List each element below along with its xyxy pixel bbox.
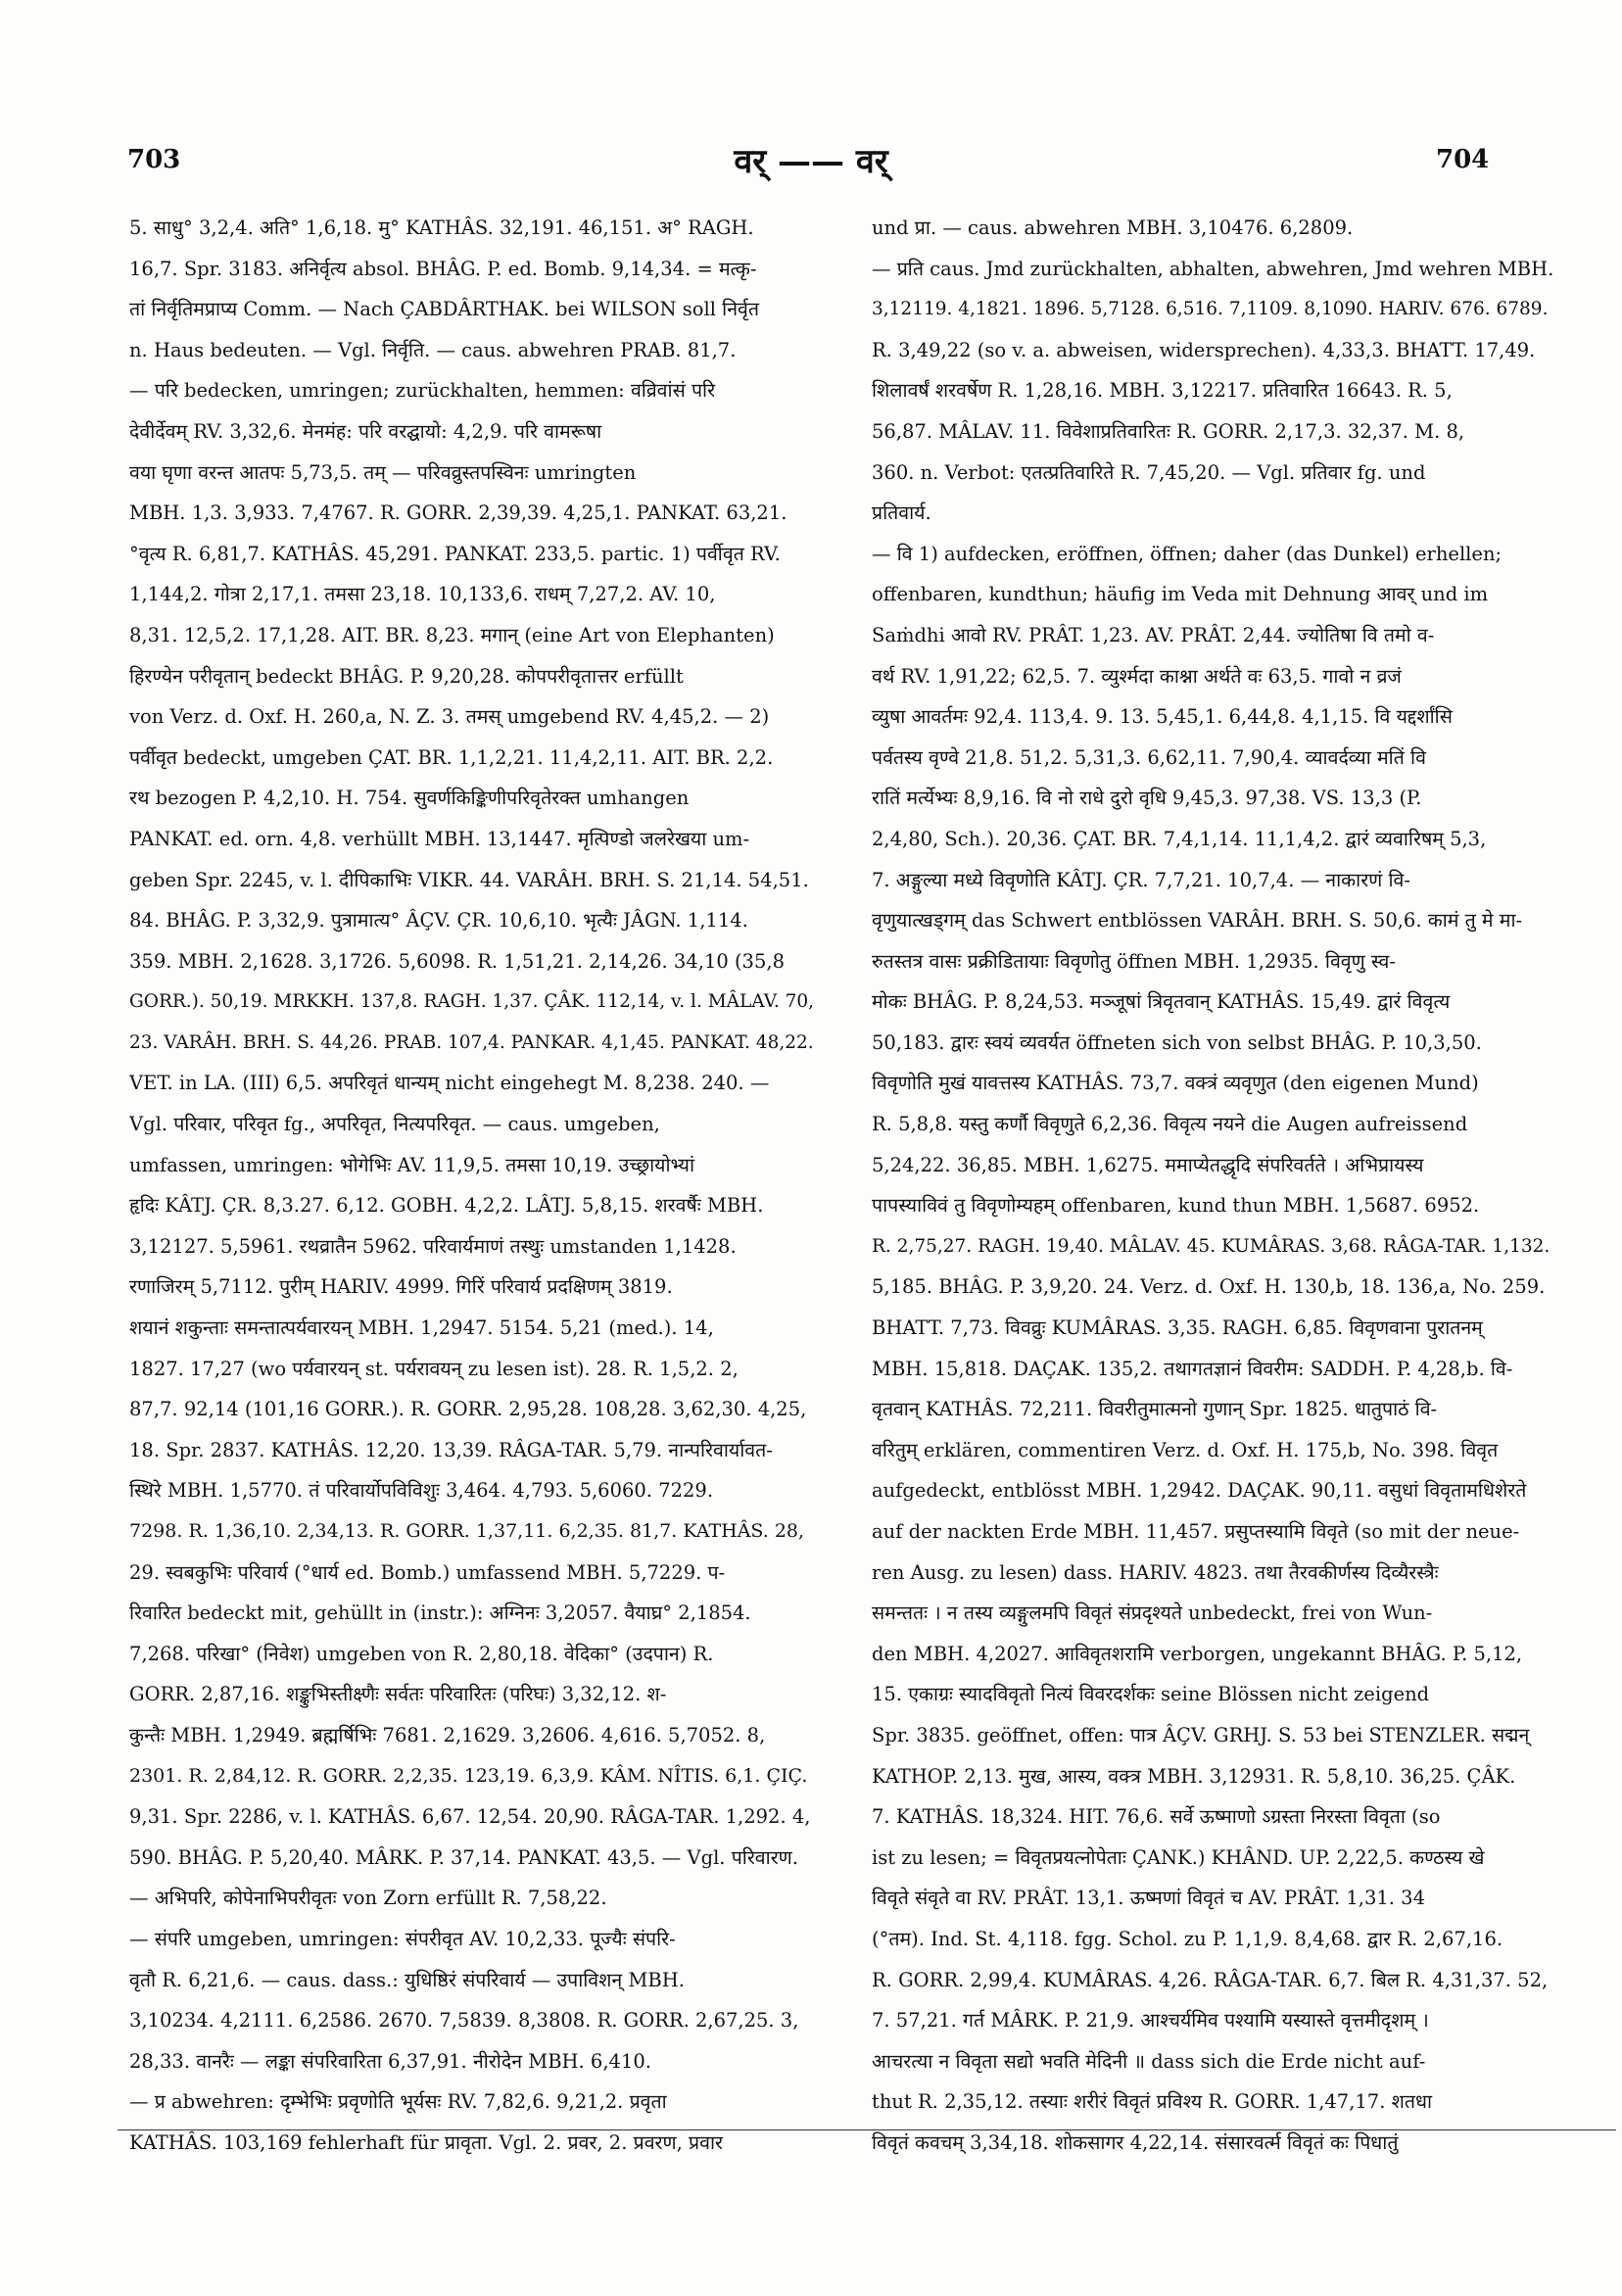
text-line: ren Ausg. zu lesen) dass. HARIV. 4823. तथा तैरवकीर्णस्य दिव्यैरस्त्रैः	[872, 1560, 1439, 1584]
text-line: 359. MBH. 2,1628. 3,1726. 5,6098. R. 1,51,21. 2,14,26. 34,10 (35,8	[129, 949, 785, 973]
text-line: वृतवान् KATHÂS. 72,211. विवरीतुमात्मनो गुणान् Spr. 1825. धातुपाठं वि-	[872, 1398, 1438, 1421]
text-line: देवीर्देवम् RV. 3,32,6. मेनमंह: परि वरद्घायो: 4,2,9. परि वामरूषा	[129, 419, 602, 443]
text-line: स्थिरे MBH. 1,5770. तं परिवार्योपविविशुः 3,464. 4,793. 5,6060. 7229.	[129, 1479, 714, 1503]
text-line: offenbaren, kundthun; häufig im Veda mit Dehnung आवर् und im	[872, 583, 1489, 606]
running-header: वर् —— वर्	[734, 142, 888, 181]
text-line: वरितुम् erklären, commentiren Verz. d. Oxf. H. 175,b, No. 398. विवृत	[872, 1438, 1499, 1461]
text-line: 5,24,22. 36,85. MBH. 1,6275. ममाप्येतद्धृदि संपरिवर्तते । अभिप्रायस्य	[872, 1153, 1424, 1176]
text-line: 50,183. द्वारः स्वयं व्यवर्यत öffneten sich von selbst BHÂG. P. 10,3,50.	[872, 1030, 1482, 1054]
text-line: ist zu lesen; = विवृतप्रयत्नोपेताः ÇANK.) KHÂND. UP. 2,22,5. कण्ठस्य खे	[872, 1845, 1485, 1869]
text-line: 15. एकाग्रः स्यादविवृतो नित्यं विवरदर्शकः seine Blössen nicht zeigend	[872, 1683, 1430, 1706]
text-line: — संपरि umgeben, umringen: संपरीवृत AV. 10,2,33. पूज्यैः संपरि-	[129, 1927, 676, 1950]
left-column	[129, 208, 815, 2164]
text-line: तां निर्वृतिमप्राप्य Comm. — Nach ÇABDÂRTHAK. bei WILSON soll निर्वृत	[129, 298, 759, 321]
text-line: — परि bedecken, umringen; zurückhalten, hemmen: वव्रिवांसं परि	[129, 379, 716, 403]
text-line: रातिं मर्त्येभ्यः 8,9,16. वि नो राधे दुरो वृधि 9,45,3. 97,38. VS. 13,3 (P.	[872, 787, 1422, 810]
text-line: Vgl. परिवार, परिवृत fg., अपरिवृत, नित्यपरिवृत. — caus. umgeben,	[129, 1113, 660, 1136]
text-line: विवृतं कवचम् 3,34,18. शोकसागर 4,22,14. संसारवर्त्म विवृतं कः पिधातुं	[872, 2130, 1399, 2154]
text-line: हृदिः KÂTJ. ÇR. 8,3.27. 6,12. GOBH. 4,2,2. LÂTJ. 5,8,15. शरवर्षैः MBH.	[129, 1194, 764, 1218]
text-line: 3,12119. 4,1821. 1896. 5,7128. 6,516. 7,1109. 8,1090. HARIV. 676. 6789.	[872, 299, 1549, 320]
text-line: auf der nackten Erde MBH. 11,457. प्रसुप्तस्यामि विवृते (so mit der neue-	[872, 1520, 1520, 1543]
text-line: geben Spr. 2245, v. l. दीपिकाभिः VIKR. 44. VARÂH. BRH. S. 21,14. 54,51.	[129, 868, 809, 891]
text-line: 16,7. Spr. 3183. अनिर्वृत्य absol. BHÂG. P. ed. Bomb. 9,14,34. = मत्कृ-	[129, 257, 757, 280]
right-column	[872, 208, 1557, 2164]
text-line: 7. अङ्गुल्या मध्ये विवृणोति KÂTJ. ÇR. 7,7,21. 10,7,4. — नाकारणं वि-	[872, 868, 1410, 891]
text-line: 8,31. 12,5,2. 17,1,28. AIT. BR. 8,23. मगान् (eine Art von Elephanten)	[129, 623, 775, 646]
text-line: वया घृणा वरन्त आतपः 5,73,5. तम् — परिवव्रुस्तपस्विनः umringten	[129, 460, 637, 484]
text-line: 7,268. परिखा° (निवेश) umgeben von R. 2,80,18. वेदिका° (उदपान) R.	[129, 1642, 714, 1665]
text-line: विवृते संवृते वा RV. PRÂT. 13,1. ऊष्मणां विवृतं च AV. PRÂT. 1,31. 34	[872, 1887, 1425, 1910]
text-line: 2301. R. 2,84,12. R. GORR. 2,2,35. 123,19. 6,3,9. KÂM. NÎTIS. 6,1. ÇIÇ.	[129, 1764, 808, 1787]
text-line: शयानं शकुन्ताः समन्तात्पर्यवारयन् MBH. 1,2947. 5154. 5,21 (med.). 14,	[129, 1316, 714, 1340]
text-line: 23. VARÂH. BRH. S. 44,26. PRAB. 107,4. PANKAR. 4,1,45. PANKAT. 48,22.	[129, 1031, 814, 1053]
bottom-rule	[118, 2129, 1616, 2130]
text-line: 87,7. 92,14 (101,16 GORR.). R. GORR. 2,95,28. 108,28. 3,62,30. 4,25,	[129, 1398, 807, 1421]
text-line: und प्रा. — caus. abwehren MBH. 3,10476. 6,2809.	[872, 216, 1354, 239]
text-line: 84. BHÂG. P. 3,32,9. पुत्रामात्य° ÂÇV. ÇR. 10,6,10. भृत्यैः JÂGN. 1,114.	[129, 909, 748, 933]
text-line: व्युषा आवर्तमः 92,4. 113,4. 9. 13. 5,45,1. 6,44,8. 4,1,15. वि यद्दर्शांसि	[872, 705, 1453, 729]
text-line: 56,87. MÂLAV. 11. विवेशाप्रतिवारितः R. GORR. 2,17,3. 32,37. M. 8,	[872, 419, 1465, 443]
text-line: thut R. 2,35,12. तस्याः शरीरं विवृतं प्रविश्य R. GORR. 1,47,17. शतधा	[872, 2090, 1433, 2114]
text-line: कुन्तैः MBH. 1,2949. ब्रह्मर्षिभिः 7681. 2,1629. 3,2606. 4,616. 5,7052. 8,	[129, 1723, 766, 1746]
text-line: 7298. R. 1,36,10. 2,34,13. R. GORR. 1,37,11. 6,2,35. 81,7. KATHÂS. 28,	[129, 1520, 805, 1542]
text-line: GORR.). 50,19. MRKKH. 137,8. RAGH. 1,37. ÇÂK. 112,14, v. l. MÂLAV. 70,	[129, 991, 815, 1013]
text-line: BHATT. 7,73. विवव्रुः KUMÂRAS. 3,35. RAGH. 6,85. विवृणवाना पुरातनम्	[872, 1316, 1483, 1340]
text-line: 29. स्वबकुभिः परिवार्य (°धार्य ed. Bomb.) umfassend MBH. 5,7229. प-	[129, 1560, 726, 1584]
text-line: — वि 1) aufdecken, eröffnen, öffnen; daher (das Dunkel) erhellen;	[872, 542, 1503, 565]
text-line: — अभिपरि, कोपेनाभिपरीवृतः von Zorn erfüllt R. 7,58,22.	[129, 1887, 607, 1910]
text-line: °वृत्य R. 6,81,7. KATHÂS. 45,291. PANKAT. 233,5. partic. 1) पर्वीवृत RV.	[129, 542, 781, 565]
text-line: 3,10234. 4,2111. 6,2586. 2670. 7,5839. 8,3808. R. GORR. 2,67,25. 3,	[129, 2009, 799, 2033]
text-line: (°तम). Ind. St. 4,118. fgg. Schol. zu P. 1,1,9. 8,4,68. द्वार R. 2,67,16.	[872, 1927, 1503, 1950]
text-line: 2,4,80, Sch.). 20,36. ÇAT. BR. 7,4,1,14. 11,1,4,2. द्वारं व्यवारिषम् 5,3,	[872, 827, 1487, 850]
page-number-right: 704	[1436, 145, 1490, 174]
text-line: प्रतिवार्य.	[872, 502, 931, 525]
text-line: aufgedeckt, entblösst MBH. 1,2942. DAÇAK. 90,11. वसुधां विवृतामधिशेरते	[872, 1479, 1527, 1503]
text-line: KATHÂS. 103,169 fehlerhaft für प्रावृता. Vgl. 2. प्रवर, 2. प्रवरण, प्रवार	[129, 2130, 723, 2154]
text-line: 1,144,2. गोत्रा 2,17,1. तमसा 23,18. 10,133,6. राधम् 7,27,2. AV. 10,	[129, 583, 716, 606]
text-line: GORR. 2,87,16. शङ्कुभिस्तीक्ष्णैः सर्वतः परिवारितः (परिघः) 3,32,12. श-	[129, 1683, 667, 1706]
text-line: आचरत्या न विवृता सद्यो भवति मेदिनी ॥ dass sich die Erde nicht auf-	[872, 2049, 1426, 2073]
text-line: n. Haus bedeuten. — Vgl. निर्वृति. — caus. abwehren PRAB. 81,7.	[129, 338, 737, 361]
text-line: रुतस्तत्र वासः प्रक्रीडितायाः विवृणोतु öffnen MBH. 1,2935. विवृणु स्व-	[872, 949, 1396, 973]
text-line: 18. Spr. 2837. KATHÂS. 12,20. 13,39. RÂGA-TAR. 5,79. नान्परिवार्यावत-	[129, 1438, 773, 1461]
text-line: R. 5,8,8. यस्तु कर्णौ विवृणुते 6,2,36. विवृत्य नयने die Augen aufreissend	[872, 1113, 1468, 1136]
text-line: 5. साधु° 3,2,4. अति° 1,6,18. मु° KATHÂS. 32,191. 46,151. अ° RAGH.	[129, 216, 754, 239]
text-line: 7. 57,21. गर्त MÂRK. P. 21,9. आश्चर्यमिव पश्यामि यस्यास्ते वृत्तमीदृशम् ।	[872, 2009, 1429, 2033]
text-line: KATHOP. 2,13. मुख, आस्य, वक्त्र MBH. 3,12931. R. 5,8,10. 36,25. ÇÂK.	[872, 1764, 1516, 1788]
text-line: Spr. 3835. geöffnet, offen: पात्र ÂÇV. GRHJ. S. 53 bei STENZLER. सद्मन्	[872, 1723, 1530, 1746]
text-line: MBH. 1,3. 3,933. 7,4767. R. GORR. 2,39,39. 4,25,1. PANKAT. 63,21.	[129, 502, 787, 525]
text-line: 28,33. वानरैः — लङ्का संपरिवारिता 6,37,91. नीरोदेन MBH. 6,410.	[129, 2049, 651, 2073]
text-line: 3,12127. 5,5961. रथव्रातैन 5962. परिवार्यमाणं तस्थुः umstanden 1,1428.	[129, 1234, 737, 1258]
text-line: मोकः BHÂG. P. 8,24,53. मञ्जूषां त्रिवृतवान् KATHÂS. 15,49. द्वारं विवृत्य	[872, 990, 1451, 1014]
text-line: R. 3,49,22 (so v. a. abweisen, widersprechen). 4,33,3. BHATT. 17,49.	[872, 338, 1536, 361]
text-line: VET. in LA. (III) 6,5. अपरिवृतं धान्यम् nicht eingehegt M. 8,238. 240. —	[129, 1072, 770, 1095]
text-line: विवृणोति मुखं यावत्तस्य KATHÂS. 73,7. वक्त्रं व्यवृणुत (den eigenen Mund)	[872, 1072, 1479, 1095]
text-line: वृतौ R. 6,21,6. — caus. dass.: युधिष्ठिरं संपरिवार्य — उपाविशन् MBH.	[129, 1968, 685, 1991]
text-line: Saṁdhi आवो RV. PRÂT. 1,23. AV. PRÂT. 2,44. ज्योतिषा वि तमो व-	[872, 623, 1435, 646]
text-line: 9,31. Spr. 2286, v. l. KATHÂS. 6,67. 12,54. 20,90. RÂGA-TAR. 1,292. 4,	[129, 1805, 811, 1829]
text-line: umfassen, umringen: भोगेभिः AV. 11,9,5. तमसा 10,19. उच्छ्रायोभ्यां	[129, 1153, 694, 1176]
text-line: पर्वतस्य वृण्वे 21,8. 51,2. 5,31,3. 6,62,11. 7,90,4. व्यावर्दव्या मतिं वि	[872, 745, 1426, 769]
text-line: शिलावर्षं शरवर्षेण R. 1,28,16. MBH. 3,12217. प्रतिवारित 16643. R. 5,	[872, 379, 1453, 403]
text-line: MBH. 15,818. DAÇAK. 135,2. तथागतज्ञानं विवरीम: SADDH. P. 4,28,b. वि-	[872, 1357, 1513, 1380]
text-line: 5,185. BHÂG. P. 3,9,20. 24. Verz. d. Oxf. H. 130,b, 18. 136,a, No. 259.	[872, 1275, 1546, 1299]
text-line: 590. BHÂG. P. 5,20,40. MÂRK. P. 37,14. PANKAT. 43,5. — Vgl. परिवारण.	[129, 1845, 798, 1869]
text-line: समन्ततः । न तस्य व्यङ्गुलमपि विवृतं संप्रदृश्यते unbedeckt, frei von Wun-	[872, 1602, 1433, 1625]
text-line: वृणुयात्खड्गम् das Schwert entblössen VARÂH. BRH. S. 50,6. कामं तु मे मा-	[872, 909, 1523, 933]
text-line: रथ bezogen P. 4,2,10. H. 754. सुवर्णकिङ्किणीपरिवृतेरक्त umhangen	[129, 787, 690, 810]
page-number-left: 703	[127, 145, 181, 174]
text-line: 360. n. Verbot: एतत्प्रतिवारिते R. 7,45,20. — Vgl. प्रतिवार fg. und	[872, 460, 1426, 484]
text-line: 1827. 17,27 (wo पर्यवारयन् st. पर्यरावयन् zu lesen ist). 28. R. 1,5,2. 2,	[129, 1357, 739, 1380]
text-line: R. 2,75,27. RAGH. 19,40. MÂLAV. 45. KUMÂRAS. 3,68. RÂGA-TAR. 1,132.	[872, 1235, 1550, 1257]
text-line: वर्थ RV. 1,91,22; 62,5. 7. व्युर्श्मदा काश्ना अर्थते वः 63,5. गावो न व्रजं	[872, 664, 1402, 688]
text-line: R. GORR. 2,99,4. KUMÂRAS. 4,26. RÂGA-TAR. 6,7. बिल R. 4,31,37. 52,	[872, 1968, 1549, 1991]
text-line: — प्र abwehren: दृम्भेभिः प्रवृणोति भूर्यसः RV. 7,82,6. 9,21,2. प्रवृता	[129, 2090, 667, 2114]
text-line: — प्रति caus. Jmd zurückhalten, abhalten, abwehren, Jmd wehren MBH.	[872, 257, 1554, 280]
text-line: हिरण्येन परीवृतान् bedeckt BHÂG. P. 9,20,28. कोपपरीवृतात्तर erfüllt	[129, 664, 684, 688]
text-line: रिवारित bedeckt mit, gehüllt in (instr.): अग्निनः 3,2057. वैयाघ्र° 2,1854.	[129, 1602, 751, 1625]
text-line: पर्वीवृत bedeckt, umgeben ÇAT. BR. 1,1,2,21. 11,4,2,11. AIT. BR. 2,2.	[129, 745, 774, 769]
text-line: 7. KATHÂS. 18,324. HIT. 76,6. सर्वे ऊष्माणो ऽग्रस्ता निरस्ता विवृता (so	[872, 1805, 1441, 1829]
text-line: von Verz. d. Oxf. H. 260,a, N. Z. 3. तमस् umgebend RV. 4,45,2. — 2)	[129, 705, 770, 729]
text-line: रणाजिरम् 5,7112. पुरीम् HARIV. 4999. गिरिं परिवार्य प्रदक्षिणम् 3819.	[129, 1275, 673, 1299]
text-line: पापस्याविवं तु विवृणोम्यहम् offenbaren, kund thun MBH. 1,5687. 6952.	[872, 1194, 1480, 1218]
text-line: PANKAT. ed. orn. 4,8. verhüllt MBH. 13,1447. मृत्पिण्डो जलरेखया um-	[129, 827, 750, 850]
text-line: den MBH. 4,2027. आविवृतशरामि verborgen, ungekannt BHÂG. P. 5,12,	[872, 1642, 1523, 1665]
